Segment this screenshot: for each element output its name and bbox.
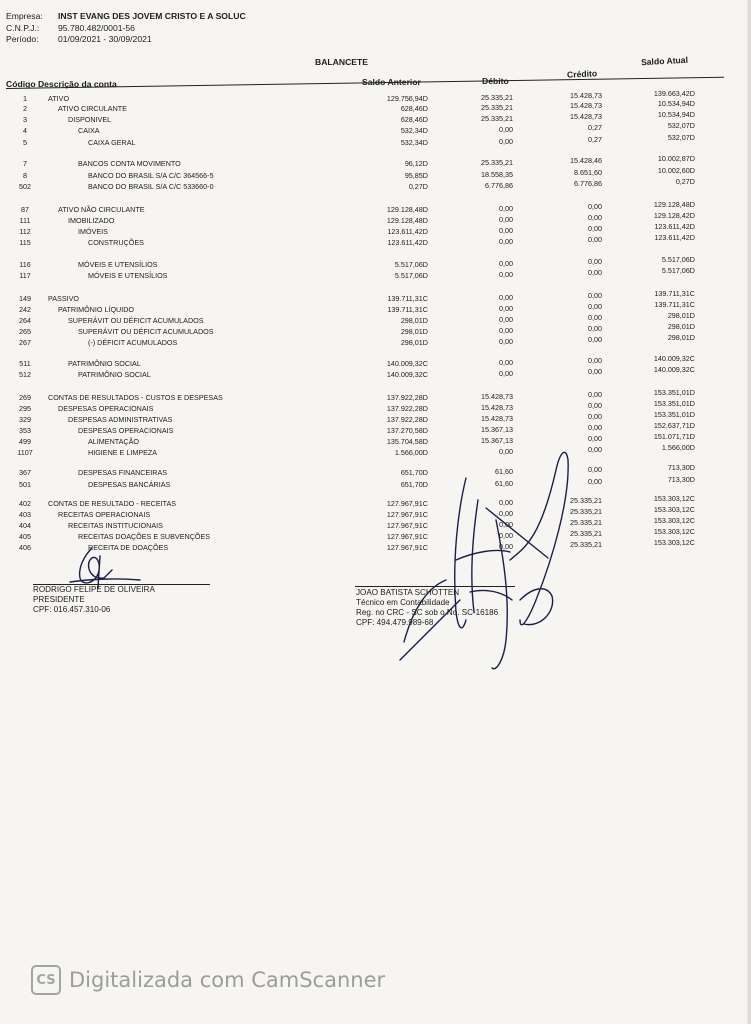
debito-value: 0,00 xyxy=(499,304,513,313)
saldo-atual-value: 152.637,71D xyxy=(653,421,695,430)
account-code: 499 xyxy=(19,437,31,446)
saldo-anterior-value: 1.566,00D xyxy=(394,448,428,457)
account-description: (-) DÉFICIT ACUMULADOS xyxy=(88,338,178,347)
debito-value: 0,00 xyxy=(499,137,513,146)
credito-value: 0,00 xyxy=(588,257,602,266)
account-description: CONSTRUÇÕES xyxy=(88,238,144,247)
saldo-atual-value: 298,01D xyxy=(667,333,695,342)
credito-value: 0,00 xyxy=(588,434,602,443)
credito-value: 25.335,21 xyxy=(570,529,602,538)
saldo-atual-value: 129.128,42D xyxy=(653,211,695,220)
account-description: PATRIMÔNIO LÍQUIDO xyxy=(58,305,135,314)
credito-value: 0,00 xyxy=(588,268,602,277)
account-code: 264 xyxy=(19,316,31,325)
account-code: 3 xyxy=(23,115,27,124)
right-signer-cpf: CPF: 494.479.989-68 xyxy=(356,618,434,627)
account-description: PASSIVO xyxy=(48,294,80,303)
account-description: ALIMENTAÇÃO xyxy=(88,437,139,446)
debito-value: 0,00 xyxy=(499,447,513,456)
debito-value: 15.367,13 xyxy=(481,425,513,434)
saldo-atual-value: 298,01D xyxy=(667,311,695,320)
saldo-anterior-value: 135.704,58D xyxy=(386,437,428,446)
account-code: 512 xyxy=(19,370,31,379)
saldo-anterior-value: 127.967,91C xyxy=(386,543,428,552)
account-code: 87 xyxy=(21,205,29,214)
account-description: ATIVO NÃO CIRCULANTE xyxy=(58,205,145,214)
saldo-anterior-value: 123.611,42D xyxy=(387,238,428,247)
debito-value: 15.367,13 xyxy=(481,436,513,445)
credito-value: 15.428,46 xyxy=(570,156,602,165)
col-header-credito: Crédito xyxy=(566,68,598,80)
credito-value: 0,00 xyxy=(588,302,602,311)
saldo-anterior-value: 5.517,06D xyxy=(394,271,428,280)
period-label: Período: xyxy=(6,34,39,44)
debito-value: 25.335,21 xyxy=(481,158,513,167)
saldo-atual-value: 713,30D xyxy=(667,475,695,484)
account-description: RECEITA DE DOAÇÕES xyxy=(88,543,169,552)
account-description: BANCOS CONTA MOVIMENTO xyxy=(78,159,181,168)
cnpj-value: 95.780.482/0001-56 xyxy=(58,23,135,33)
saldo-atual-value: 0,27D xyxy=(675,177,695,186)
saldo-atual-value: 5.517,06D xyxy=(661,255,695,264)
saldo-atual-value: 153.303,12C xyxy=(653,527,695,536)
account-description: DESPESAS OPERACIONAIS xyxy=(78,426,174,435)
account-code: 265 xyxy=(19,327,31,336)
account-code: 111 xyxy=(19,216,31,225)
credito-value: 25.335,21 xyxy=(570,540,602,549)
debito-value: 0,00 xyxy=(499,358,513,367)
account-description: SUPERÁVIT OU DÉFICIT ACUMULADOS xyxy=(78,327,214,336)
saldo-anterior-value: 127.967,91C xyxy=(386,499,428,508)
saldo-anterior-value: 137.922,28D xyxy=(386,415,428,424)
saldo-anterior-value: 628,46D xyxy=(400,104,428,113)
credito-value: 0,00 xyxy=(588,202,602,211)
debito-value: 61,60 xyxy=(495,479,513,488)
saldo-atual-value: 10.534,94D xyxy=(657,99,695,108)
left-signature-mark xyxy=(70,548,140,588)
debito-value: 0,00 xyxy=(499,520,513,529)
saldo-anterior-value: 139.711,31C xyxy=(387,294,428,303)
left-signer-role: PRESIDENTE xyxy=(33,595,85,604)
account-description: PATRIMÔNIO SOCIAL xyxy=(68,359,141,368)
saldo-anterior-value: 129.128,48D xyxy=(386,205,428,214)
right-signer-name: JOAO BATISTA SCHOTTEN xyxy=(356,588,460,597)
saldo-anterior-value: 0,27D xyxy=(408,182,428,191)
account-code: 502 xyxy=(19,182,31,191)
right-signer-crc: Reg. no CRC - SC sob o No. SC-16186 xyxy=(356,608,499,617)
left-signer-name: RODRIGO FELIPE DE OLIVEIRA xyxy=(33,585,155,594)
col-header-saldo-atual: Saldo Atual xyxy=(640,54,689,68)
saldo-atual-value: 153.303,12C xyxy=(653,494,695,503)
saldo-anterior-value: 298,01D xyxy=(400,338,428,347)
account-code: 5 xyxy=(23,138,27,147)
saldo-atual-value: 139.711,31C xyxy=(654,289,695,298)
saldo-anterior-value: 628,46D xyxy=(400,115,428,124)
debito-value: 0,00 xyxy=(499,509,513,518)
credito-value: 0,00 xyxy=(588,477,602,486)
account-description: DESPESAS ADMINISTRATIVAS xyxy=(68,415,173,424)
debito-value: 0,00 xyxy=(499,326,513,335)
debito-value: 0,00 xyxy=(499,237,513,246)
debito-value: 0,00 xyxy=(499,215,513,224)
debito-value: 6.776,86 xyxy=(485,181,513,190)
credito-value: 0,00 xyxy=(588,412,602,421)
account-description: IMÓVEIS xyxy=(78,227,108,236)
saldo-anterior-value: 298,01D xyxy=(400,327,428,336)
credito-value: 0,00 xyxy=(588,356,602,365)
saldo-anterior-value: 127.967,91C xyxy=(386,521,428,530)
saldo-anterior-value: 127.967,91C xyxy=(386,532,428,541)
right-signature-line xyxy=(355,586,515,587)
saldo-atual-value: 713,30D xyxy=(667,463,695,472)
saldo-anterior-value: 129.756,94D xyxy=(386,94,428,103)
saldo-atual-value: 139.711,31C xyxy=(654,300,695,309)
saldo-anterior-value: 123.611,42D xyxy=(387,227,428,236)
credito-value: 0,00 xyxy=(588,335,602,344)
credito-value: 0,00 xyxy=(588,224,602,233)
saldo-anterior-value: 140.009,32C xyxy=(386,359,428,368)
saldo-anterior-value: 137.922,28D xyxy=(386,393,428,402)
col-header-code-desc: Código Descrição da conta xyxy=(6,79,117,89)
account-code: 404 xyxy=(19,521,31,530)
credito-value: 0,00 xyxy=(588,313,602,322)
debito-value: 15.428,73 xyxy=(481,403,513,412)
account-code: 4 xyxy=(23,126,27,135)
saldo-atual-value: 153.351,01D xyxy=(653,388,695,397)
account-code: 403 xyxy=(19,510,31,519)
account-description: MÓVEIS E UTENSÍLIOS xyxy=(88,271,168,280)
document-title: BALANCETE xyxy=(315,57,368,67)
account-description: BANCO DO BRASIL S/A C/C 533660-0 xyxy=(88,182,214,191)
saldo-anterior-value: 129.128,48D xyxy=(386,216,428,225)
saldo-atual-value: 153.303,12C xyxy=(653,505,695,514)
saldo-atual-value: 129.128,48D xyxy=(653,200,695,209)
right-signature-mark xyxy=(400,452,568,669)
company-label: Empresa: xyxy=(6,11,43,21)
saldo-anterior-value: 139.711,31C xyxy=(387,305,428,314)
saldo-anterior-value: 137.270,58D xyxy=(386,426,428,435)
account-code: 295 xyxy=(19,404,31,413)
left-signer-cpf: CPF: 016.457.310-06 xyxy=(33,605,111,614)
right-signer-role: Técnico em Contabilidade xyxy=(356,598,450,607)
credito-value: 8.651,60 xyxy=(574,168,602,177)
saldo-anterior-value: 532,34D xyxy=(400,126,428,135)
credito-value: 25.335,21 xyxy=(570,518,602,527)
saldo-atual-value: 151.071,71D xyxy=(653,432,695,441)
saldo-atual-value: 1.566,00D xyxy=(661,443,695,452)
credito-value: 0,00 xyxy=(588,445,602,454)
saldo-anterior-value: 651,70D xyxy=(400,468,428,477)
account-description: CAIXA xyxy=(78,126,100,135)
debito-value: 25.335,21 xyxy=(481,114,513,123)
debito-value: 15.428,73 xyxy=(481,414,513,423)
account-code: 501 xyxy=(19,480,31,489)
saldo-anterior-value: 298,01D xyxy=(400,316,428,325)
account-code: 329 xyxy=(19,415,31,424)
account-code: 353 xyxy=(19,426,31,435)
debito-value: 25.335,21 xyxy=(481,93,513,102)
saldo-atual-value: 153.303,12C xyxy=(653,516,695,525)
camscanner-watermark xyxy=(31,963,385,997)
debito-value: 0,00 xyxy=(499,204,513,213)
saldo-atual-value: 140.009,32C xyxy=(653,365,695,374)
account-code: 116 xyxy=(19,260,31,269)
saldo-atual-value: 532,07D xyxy=(667,133,695,142)
company-name: INST EVANG DES JOVEM CRISTO E A SOLUC xyxy=(58,11,246,21)
credito-value: 0,00 xyxy=(588,367,602,376)
saldo-atual-value: 298,01D xyxy=(667,322,695,331)
cnpj-label: C.N.P.J.: xyxy=(6,23,40,33)
credito-value: 25.335,21 xyxy=(570,507,602,516)
credito-value: 6.776,86 xyxy=(574,179,602,188)
saldo-atual-value: 10.002,87D xyxy=(657,154,695,163)
debito-value: 0,00 xyxy=(499,270,513,279)
debito-value: 15.428,73 xyxy=(481,392,513,401)
credito-value: 15.428,73 xyxy=(570,112,602,121)
credito-value: 0,27 xyxy=(588,123,602,132)
saldo-anterior-value: 532,34D xyxy=(400,138,428,147)
debito-value: 0,00 xyxy=(499,259,513,268)
account-code: 117 xyxy=(19,271,31,280)
credito-value: 0,00 xyxy=(588,401,602,410)
saldo-anterior-value: 127.967,91C xyxy=(386,510,428,519)
account-code: 402 xyxy=(19,499,31,508)
account-code: 1107 xyxy=(17,448,33,457)
account-description: IMOBILIZADO xyxy=(68,216,115,225)
saldo-atual-value: 123.611,42D xyxy=(654,233,695,242)
debito-value: 0,00 xyxy=(499,315,513,324)
watermark-text: Digitalizada com CamScanner xyxy=(69,968,386,992)
account-code: 242 xyxy=(19,305,31,314)
account-description: MÓVEIS E UTENSÍLIOS xyxy=(78,260,158,269)
period-value: 01/09/2021 - 30/09/2021 xyxy=(58,34,152,44)
credito-value: 25.335,21 xyxy=(570,496,602,505)
saldo-anterior-value: 95,85D xyxy=(404,171,428,180)
debito-value: 0,00 xyxy=(499,531,513,540)
account-code: 149 xyxy=(19,294,31,303)
saldo-atual-value: 5.517,06D xyxy=(661,266,695,275)
account-description: CONTAS DE RESULTADOS - CUSTOS E DESPESAS xyxy=(48,393,223,402)
account-description: ATIVO xyxy=(48,94,70,103)
account-code: 115 xyxy=(19,238,31,247)
debito-value: 0,00 xyxy=(499,369,513,378)
saldo-atual-value: 153.351,01D xyxy=(653,399,695,408)
account-description: DESPESAS OPERACIONAIS xyxy=(58,404,154,413)
account-description: RECEITAS OPERACIONAIS xyxy=(58,510,151,519)
debito-value: 25.335,21 xyxy=(481,103,513,112)
account-description: CAIXA GERAL xyxy=(88,138,136,147)
account-code: 1 xyxy=(23,94,27,103)
left-signature-block xyxy=(33,585,155,615)
account-code: 406 xyxy=(19,543,31,552)
account-description: HIGIENE E LIMPEZA xyxy=(88,448,158,457)
credito-value: 0,00 xyxy=(588,324,602,333)
saldo-atual-value: 10.002,60D xyxy=(657,166,695,175)
account-code: 8 xyxy=(23,171,27,180)
right-signature-block xyxy=(356,588,498,628)
saldo-anterior-value: 140.009,32C xyxy=(386,370,428,379)
account-description: RECEITAS INSTITUCIONAIS xyxy=(68,521,163,530)
debito-value: 0,00 xyxy=(499,498,513,507)
page-edge-shadow xyxy=(747,0,751,1024)
account-description: SUPERÁVIT OU DÉFICIT ACUMULADOS xyxy=(68,316,204,325)
saldo-atual-value: 123.611,42D xyxy=(654,222,695,231)
saldo-atual-value: 139.663,42D xyxy=(653,89,695,98)
credito-value: 0,00 xyxy=(588,465,602,474)
col-header-saldo-anterior: Saldo Anterior xyxy=(362,77,421,87)
account-code: 511 xyxy=(19,359,31,368)
camscanner-logo-icon: CS xyxy=(31,965,61,995)
debito-value: 0,00 xyxy=(499,226,513,235)
col-header-debito: Débito xyxy=(482,76,509,86)
saldo-anterior-value: 5.517,06D xyxy=(394,260,428,269)
credito-value: 0,00 xyxy=(588,423,602,432)
saldo-anterior-value: 137.922,28D xyxy=(386,404,428,413)
account-code: 112 xyxy=(19,227,31,236)
account-description: BANCO DO BRASIL S/A C/C 364566-5 xyxy=(88,171,214,180)
account-code: 367 xyxy=(19,468,31,477)
debito-value: 61,60 xyxy=(495,467,513,476)
saldo-atual-value: 153.351,01D xyxy=(653,410,695,419)
debito-value: 0,00 xyxy=(499,337,513,346)
saldo-atual-value: 532,07D xyxy=(667,121,695,130)
account-description: ATIVO CIRCULANTE xyxy=(58,104,127,113)
saldo-atual-value: 140.009,32C xyxy=(653,354,695,363)
debito-value: 0,00 xyxy=(499,542,513,551)
account-description: RECEITAS DOAÇÕES E SUBVENÇÕES xyxy=(78,532,211,541)
saldo-atual-value: 153.303,12C xyxy=(653,538,695,547)
account-code: 269 xyxy=(19,393,31,402)
debito-value: 0,00 xyxy=(499,125,513,134)
account-description: DISPONIVEL xyxy=(68,115,112,124)
credito-value: 0,00 xyxy=(588,235,602,244)
account-code: 267 xyxy=(19,338,31,347)
account-code: 7 xyxy=(23,159,27,168)
saldo-anterior-value: 96,12D xyxy=(404,159,428,168)
credito-value: 15.428,73 xyxy=(570,91,602,100)
credito-value: 0,00 xyxy=(588,213,602,222)
credito-value: 0,27 xyxy=(588,135,602,144)
credito-value: 0,00 xyxy=(588,390,602,399)
credito-value: 0,00 xyxy=(588,291,602,300)
debito-value: 0,00 xyxy=(499,293,513,302)
account-code: 405 xyxy=(19,532,31,541)
saldo-atual-value: 10.534,94D xyxy=(657,110,695,119)
saldo-anterior-value: 651,70D xyxy=(400,480,428,489)
account-description: CONTAS DE RESULTADO - RECEITAS xyxy=(48,499,177,508)
account-code: 2 xyxy=(23,104,27,113)
account-description: DESPESAS FINANCEIRAS xyxy=(78,468,168,477)
account-description: PATRIMÔNIO SOCIAL xyxy=(78,370,151,379)
account-description: DESPESAS BANCÁRIAS xyxy=(88,480,171,489)
credito-value: 15.428,73 xyxy=(570,101,602,110)
debito-value: 18.558,35 xyxy=(481,170,513,179)
